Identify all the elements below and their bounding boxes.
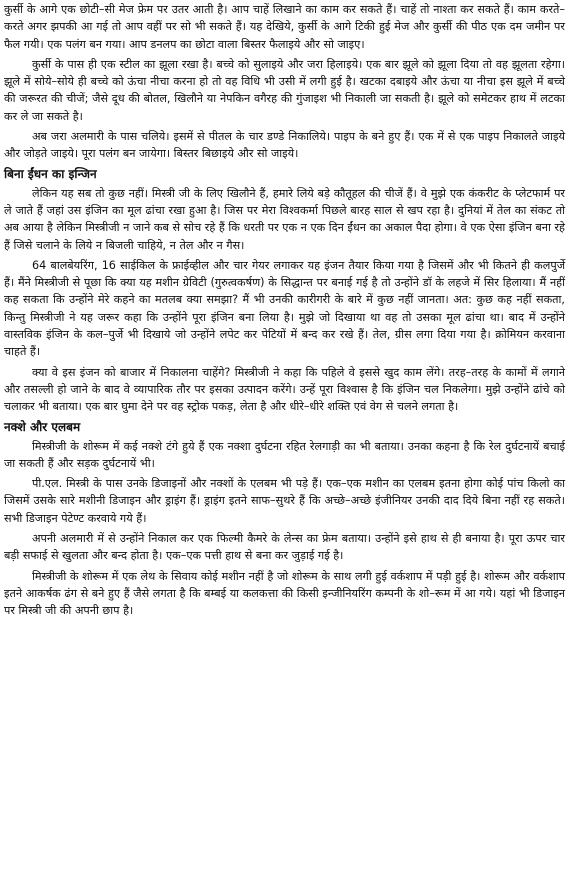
- paragraph: कुर्सी के पास ही एक स्टील का झूला रखा है। बच्चे को सुलाइये और जरा हिलाइये। एक बार झूले को झूला दिया तो वह झूलता रहेगा। झूले में सोये–सोये ही बच्चे को ऊंचा नीचा करना हो तो वह विधि भी उसी में लगी हुई है। खटका दबाइये और ऊंचा या नीचा इस झूले में बच्चे की जरूरत की चीजें; जैसे दूध की बोतल, खिलौने या नेपकिन वगैरह की गुंजाइश भी निकाली जा सकती है। झूले को समेटकर हाथ में लटका कर ले जा सकते है।: [4, 57, 565, 123]
- paragraph: क्या वे इस इंजन को बाजार में निकालना चाहेंगे? मिस्त्रीजी ने कहा कि पहिले वे इससे खुद काम लेंगे। तरह–तरह के कामों में लगाने और तसल्ली हो जाने के बाद वे व्यापारिक तौर पर इसका उत्पादन करेंगे। उन्हें पूरा विश्वास है कि इंजिन चल निकलेगा। मुझे उन्होंने ढांचे को चलाकर भी बताया। एक बार घुमा देने पर वह स्ट्रोक पकड़, लेता है और धीरे–धीरे शक्ति एवं वेग से चलने लगता है।: [4, 365, 565, 414]
- paragraph: मिस्त्रीजी के शोरूम में एक लेथ के सिवाय कोई मशीन नहीं है जो शोरूम के साथ लगी हुई वर्कशाप में पड़ी हुई है। शोरूम और वर्कशाप इतने आकर्षक ढंग से बने हुए हैं जैसे लगता है कि बम्बई या कलकत्ता की किसी इन्जीनियरिंग कम्पनी के शो–रूम में आ गये। यहां भी डिजाइन पर मिस्त्री जी की अपनी छाप है।: [4, 569, 565, 618]
- paragraph: अब जरा अलमारी के पास चलिये। इसमें से पीतल के चार डण्डे निकालिये। पाइप के बने हुए हैं। एक में से एक पाइप निकालते जाइये और जोड़ते जाइये। पूरा पलंग बन जायेगा। बिस्तर बिछाइये और सो जाइये।: [4, 130, 565, 161]
- paragraph: लेकिन यह सब तो कुछ नहीं। मिस्त्री जी के लिए खिलौने हैं, हमारे लिये बड़े कौतूहल की चीजें हैं। वे मुझे एक कंकरीट के प्लेटफार्म पर ले जाते हैं जहां उस इंजिन का मूल ढांचा रखा हुआ है। जिस पर मेरा विश्वकर्मा पिछले बारह साल से खप रहा है। दुनियां में तेल का संकट तो अब आया है लेकिन मिस्त्रीजी न जाने कब से सोच रहे हैं कि धरती पर एक न एक दिन ईंधन का अकाल पैदा होगा। वे एक ऐसा इंजिन बना रहे हैं जिसे चलाने के लिये न बिजली चाहिये, न तेल और न गैस।: [4, 186, 565, 252]
- section-heading: नक्शे और एलबम: [4, 419, 81, 434]
- paragraph: पी.एल. मिस्त्री के पास उनके डिजाइनों और नक्शों के एलबम भी पड़े हैं। एक–एक मशीन का एलबम इतना होगा कोई पांच किलो का जिसमें उसके सारे मशीनी डिजाइन और ड्राइंग हैं। ड्राइंग इतने साफ–सुथरे हैं कि अच्छे–अच्छे इंजीनियर उनकी दाद दिये बिना नहीं रह सकते। सभी डिजाइन पेटेण्ट करवाये गये हैं।: [4, 477, 565, 525]
- section-heading: बिना ईंधन का इन्जिन: [4, 166, 97, 181]
- paragraph: 64 बालबेयरिंग, 16 साईकिल के फ्राईव्हील और चार गेयर लगाकर यह इंजन तैयार किया गया है जिसमें और भी कितने ही कलपुर्जे हैं। मैंने मिस्त्रीजी से पूछा कि क्या यह मशीन ग्रेविटी (गुरुत्वकर्षण) के सिद्धान्त पर बनाई गई है तो उन्होंने डॉ के लहजे में सिर हिलाया। मैं नहीं कह सकता कि उन्होंने मेरे कहने का मतलब क्या समझा? मैं भी उनकी कारीगरी के बारे में कुछ नहीं जानता। अत: कुछ कह नहीं सकता, किन्तु मिस्त्रीजी ने यह जरूर कहा कि उन्होंने पूरा इंजिन बना लिया है। मुझे जो दिखाया था वह तो उसका मूल ढांचा था। बाद में उन्होंने वास्तविक इंजिन के कल–पुर्जे भी दिखाये जो उन्होंने लपेट कर पेटियों में बन्द कर रखे हैं। तेल, ग्रीस लगा दिया गया है। क्रोमियन करवाना चाहते हैं।: [4, 258, 565, 359]
- paragraph: अपनी अलमारी में से उन्होंने निकाल कर एक फिल्मी कैमरे के लेन्स का फ्रेम बताया। उन्होंने इसे हाथ से ही बनाया है। पूरा ऊपर चार बड़ी सफाई से खुलता और बन्द होता है। एक–एक पत्ती हाथ से बना कर जुड़ाई गई है।: [4, 532, 565, 563]
- paragraph: मिस्त्रीजी के शोरूम में कई नक्शे टंगे हुये हैं एक नक्शा दुर्घटना रहित रेलगाड़ी का भी बताया। उनका कहना है कि रेल दुर्घटनायें बचाई जा सकती हैं और सड़क दुर्घटनायें भी।: [4, 439, 565, 470]
- paragraph: कुर्सी के आगे एक छोटी–सी मेज फ्रेम पर उतर आती है। आप चाहें लिखाने का काम कर सकते हैं। चाहें तो नाश्ता कर सकते हैं। काम करते–करते अगर झपकी आ गई तो आप वहीं पर सो भी सकते हैं। यह देखिये, कुर्सी के आगे टिकी हुई मेज और कुर्सी की पीठ एक दम जमीन पर फैल गयी। एक पलंग बन गया। आप डनलप का छोटा वाला बिस्तर फैलाइये और सो जाइए।: [4, 3, 565, 51]
